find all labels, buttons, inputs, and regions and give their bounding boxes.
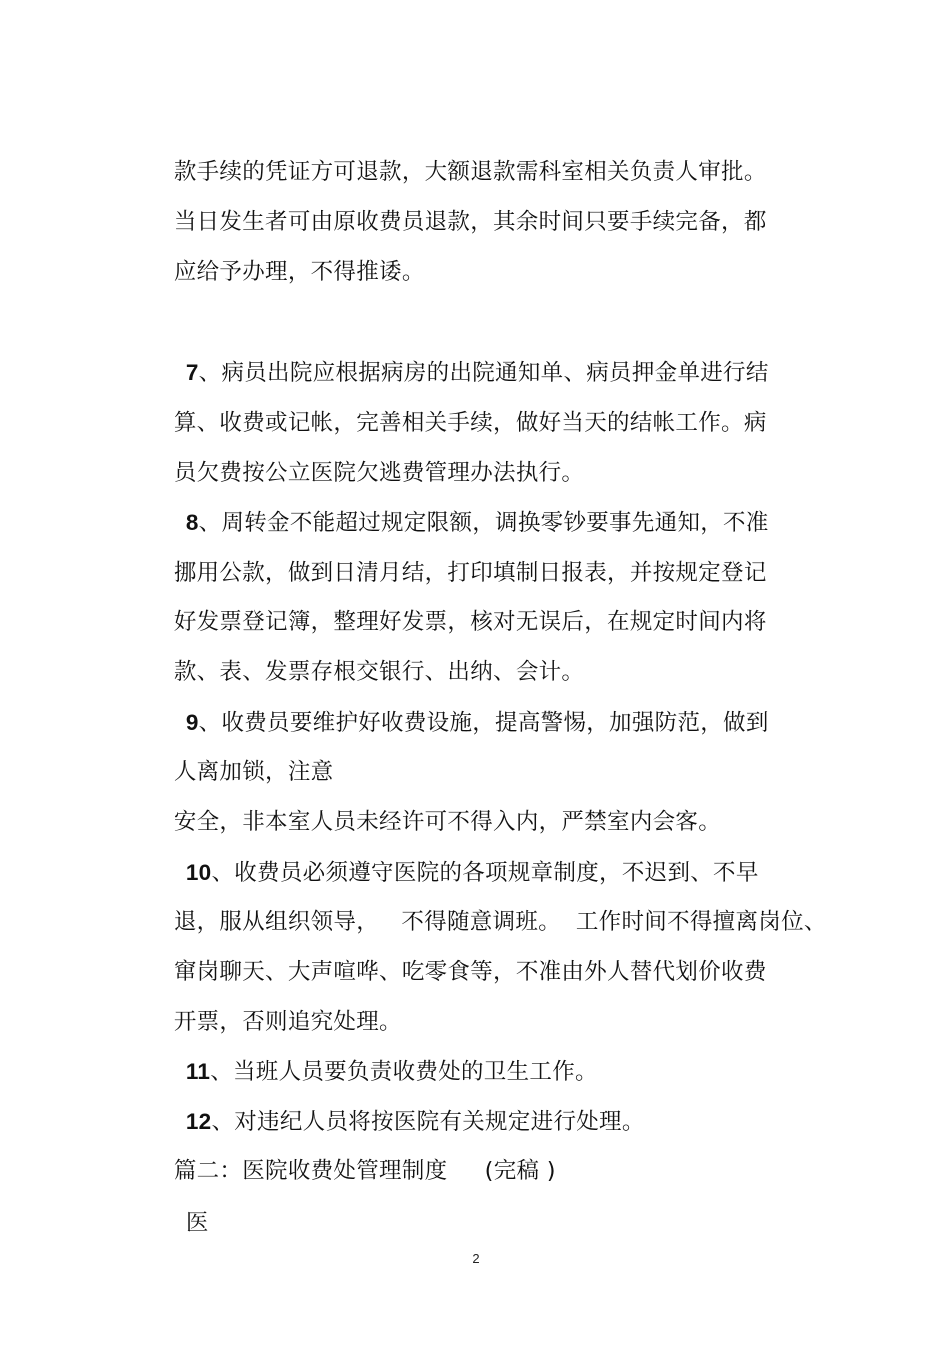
line-text: 好发票登记簿，整理好发票，核对无误后，在规定时间内将 — [173, 609, 767, 635]
paragraph-line — [156, 1178, 209, 1268]
line-text: 退，服从组织领导， 不得随意调班。 工作时间不得擅离岗位、 — [173, 909, 827, 935]
paragraph-line — [144, 227, 425, 317]
line-text: 医 — [185, 1210, 209, 1236]
item-number: 11 — [185, 1059, 211, 1084]
line-text: 、周转金不能超过规定限额，调换零钞要事先通知，不准 — [198, 510, 769, 536]
item-number: 10 — [185, 860, 212, 885]
line-text: 安全，非本室人员未经许可不得入内，严禁室内会客。 — [173, 809, 722, 835]
line-text: 开票，否则追究处理。 — [173, 1009, 402, 1035]
heading-text: 篇二：医院收费处管理制度 (完稿 ) — [173, 1158, 556, 1184]
line-text: 当日发生者可由原收费员退款，其余时间只要手续完备，都 — [173, 209, 767, 235]
line-text: 员欠费按公立医院欠逃费管理办法执行。 — [173, 460, 585, 486]
item-number: 7 — [185, 360, 199, 385]
line-text: 、当班人员要负责收费处的卫生工作。 — [210, 1059, 598, 1085]
page-number: 2 — [472, 1251, 480, 1266]
line-text: 、收费员必须遵守医院的各项规章制度，不迟到、不早 — [211, 860, 759, 886]
line-text: 窜岗聊天、大声喧哗、吃零食等，不准由外人替代划价收费 — [173, 959, 767, 985]
line-text: 人离加锁，注意 — [173, 759, 334, 785]
line-text: 、对违纪人员将按医院有关规定进行处理。 — [211, 1109, 645, 1135]
line-text: 应给予办理，不得推诿。 — [173, 259, 425, 285]
line-text: 款、表、发票存根交银行、出纳、会计。 — [173, 659, 585, 685]
item-number: 9 — [185, 710, 199, 735]
item-number: 12 — [185, 1109, 212, 1134]
line-text: 、病员出院应根据病房的出院通知单、病员押金单进行结 — [198, 360, 769, 386]
item-number: 8 — [185, 510, 199, 535]
line-text: 、收费员要维护好收费设施，提高警惕，加强防范，做到 — [198, 710, 769, 736]
line-text: 款手续的凭证方可退款，大额退款需科室相关负责人审批。 — [173, 159, 767, 185]
line-text: 挪用公款，做到日清月结，打印填制日报表，并按规定登记 — [173, 560, 767, 586]
line-text: 算、收费或记帐，完善相关手续，做好当天的结帐工作。病 — [173, 410, 767, 436]
